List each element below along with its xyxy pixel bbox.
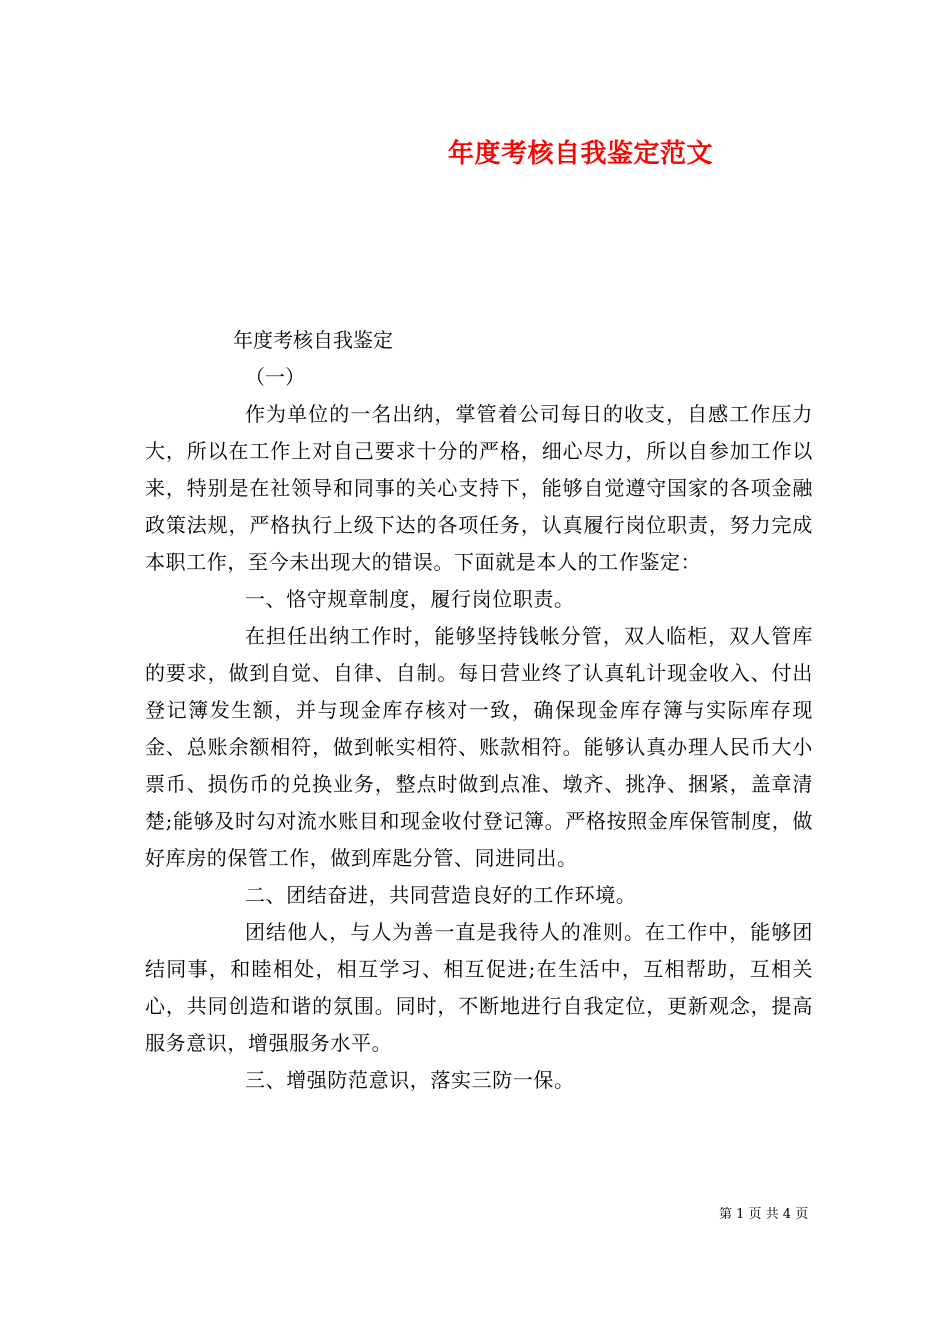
page-number: 第 1 页 共 4 页	[719, 1207, 809, 1222]
paragraph-section-1: 在担任出纳工作时，能够坚持钱帐分管，双人临柜，双人管库的要求，做到自觉、自律、自制。每日营业终了认真轧计现金收入、付出登记簿发生额，并与现金库存核对一致，确保现金库存簿与实际库存现金、总账余额相符，做到帐实相符、账款相符。能够认真办理人民币大小票币、损伤币的兑换业务，整点时做到点准、墩齐、挑净、捆紧，盖章清楚;能够及时勾对流水账目和现金收付登记簿。严格按照金库保管制度，做好库房的保管工作，做到库匙分管、同进同出。	[145, 624, 813, 870]
article-body	[145, 322, 813, 1099]
paragraph-section-2: 团结他人，与人为善一直是我待人的准则。在工作中，能够团结同事，和睦相处，相互学习、相互促进;在生活中，互相帮助，互相关心，共同创造和谐的氛围。同时，不断地进行自我定位，更新观念，提高服务意识，增强服务水平。	[145, 920, 813, 1055]
section-heading-3: 三、增强防范意识，落实三防一保。	[245, 1068, 575, 1092]
paragraph-intro: 作为单位的一名出纳，掌管着公司每日的收支，自感工作压力大，所以在工作上对自己要求十分的严格，细心尽力，所以自参加工作以来，特别是在社领导和同事的关心支持下，能够自觉遵守国家的各项金融政策法规，严格执行上级下达的各项任务，认真履行岗位职责，努力完成本职工作，至今未出现大的错误。下面就是本人的工作鉴定：	[145, 402, 813, 574]
section-heading-1: 一、恪守规章制度，履行岗位职责。	[245, 587, 575, 611]
article-subheading: （一）	[245, 365, 305, 389]
section-heading-2: 二、团结奋进，共同营造良好的工作环境。	[245, 883, 637, 907]
document-title: 年度考核自我鉴定范文	[448, 139, 714, 169]
article-heading: 年度考核自我鉴定	[233, 328, 393, 352]
